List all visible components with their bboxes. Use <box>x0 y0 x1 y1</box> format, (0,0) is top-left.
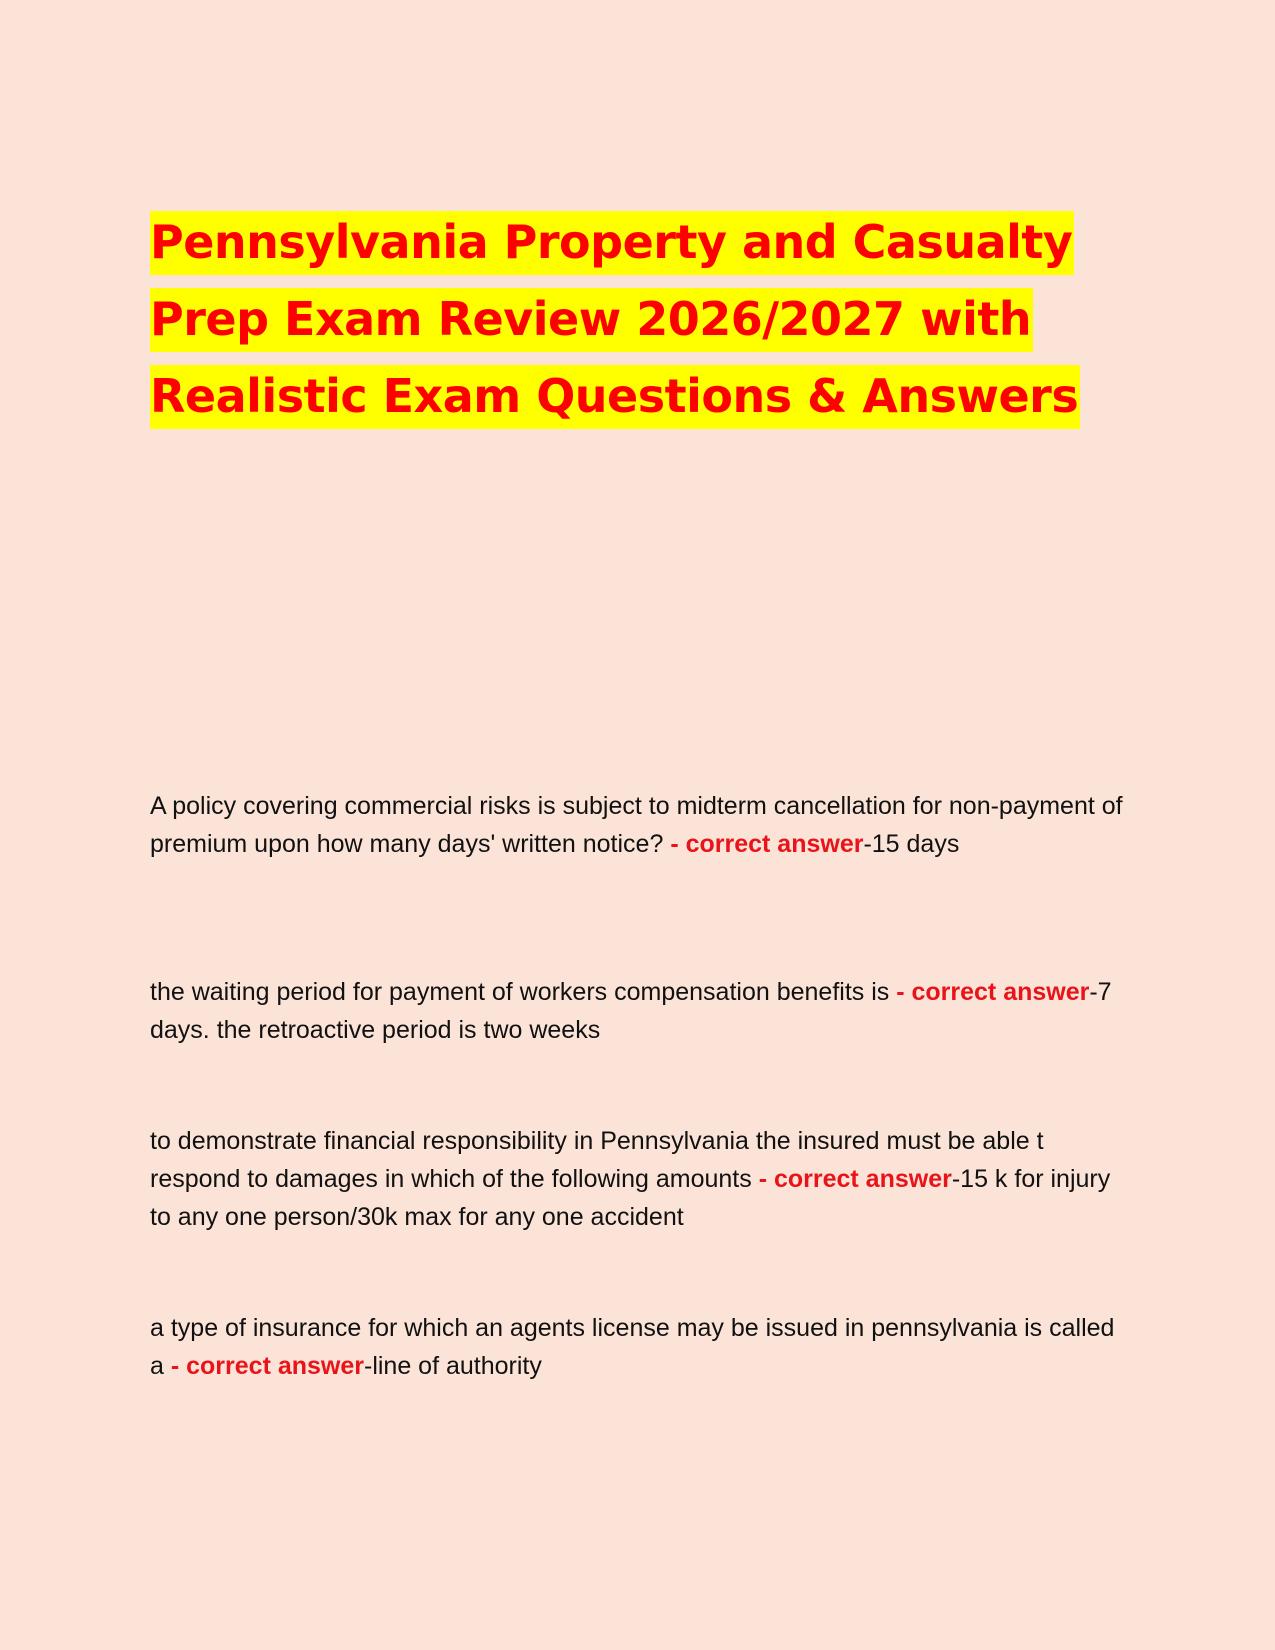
answer-text: -15 days <box>863 830 960 858</box>
answer-text: -15 k for injury to any one person/30k max for any one accident <box>150 1165 1111 1231</box>
qa-item-2 <box>150 973 1130 1049</box>
qa-item-1 <box>150 787 1130 863</box>
qa-item-3 <box>150 1122 1130 1236</box>
question-text: to demonstrate financial responsibility in Pennsylvania the insured must be able t respond to damages in which of the following amounts <box>150 1127 1044 1193</box>
answer-text: -7 days. the retroactive period is two weeks <box>150 978 1112 1044</box>
title-line-1-text: Pennsylvania Property and Casualty <box>150 211 1074 275</box>
correct-answer-marker: - correct answer <box>670 830 864 858</box>
correct-answer-marker: - correct answer <box>758 1165 952 1193</box>
correct-answer-marker: - correct answer <box>896 978 1090 1006</box>
title-line-2-text: Prep Exam Review 2026/2027 with <box>150 288 1033 352</box>
answer-text: -line of authority <box>364 1352 542 1380</box>
correct-answer-marker: - correct answer <box>170 1352 364 1380</box>
title-line-2 <box>150 281 1150 358</box>
title-line-3 <box>150 358 1150 435</box>
question-text: A policy covering commercial risks is subject to midterm cancellation for non-payment of premium upon how many days' written notice? <box>150 792 1123 858</box>
question-text: the waiting period for payment of workers compensation benefits is <box>150 978 897 1006</box>
title-line-3-text: Realistic Exam Questions & Answers <box>150 365 1080 429</box>
question-text: a type of insurance for which an agents license may be issued in pennsylvania is called a <box>150 1314 1115 1380</box>
document-title <box>150 204 1150 435</box>
qa-item-4 <box>150 1309 1130 1385</box>
title-line-1 <box>150 204 1150 281</box>
